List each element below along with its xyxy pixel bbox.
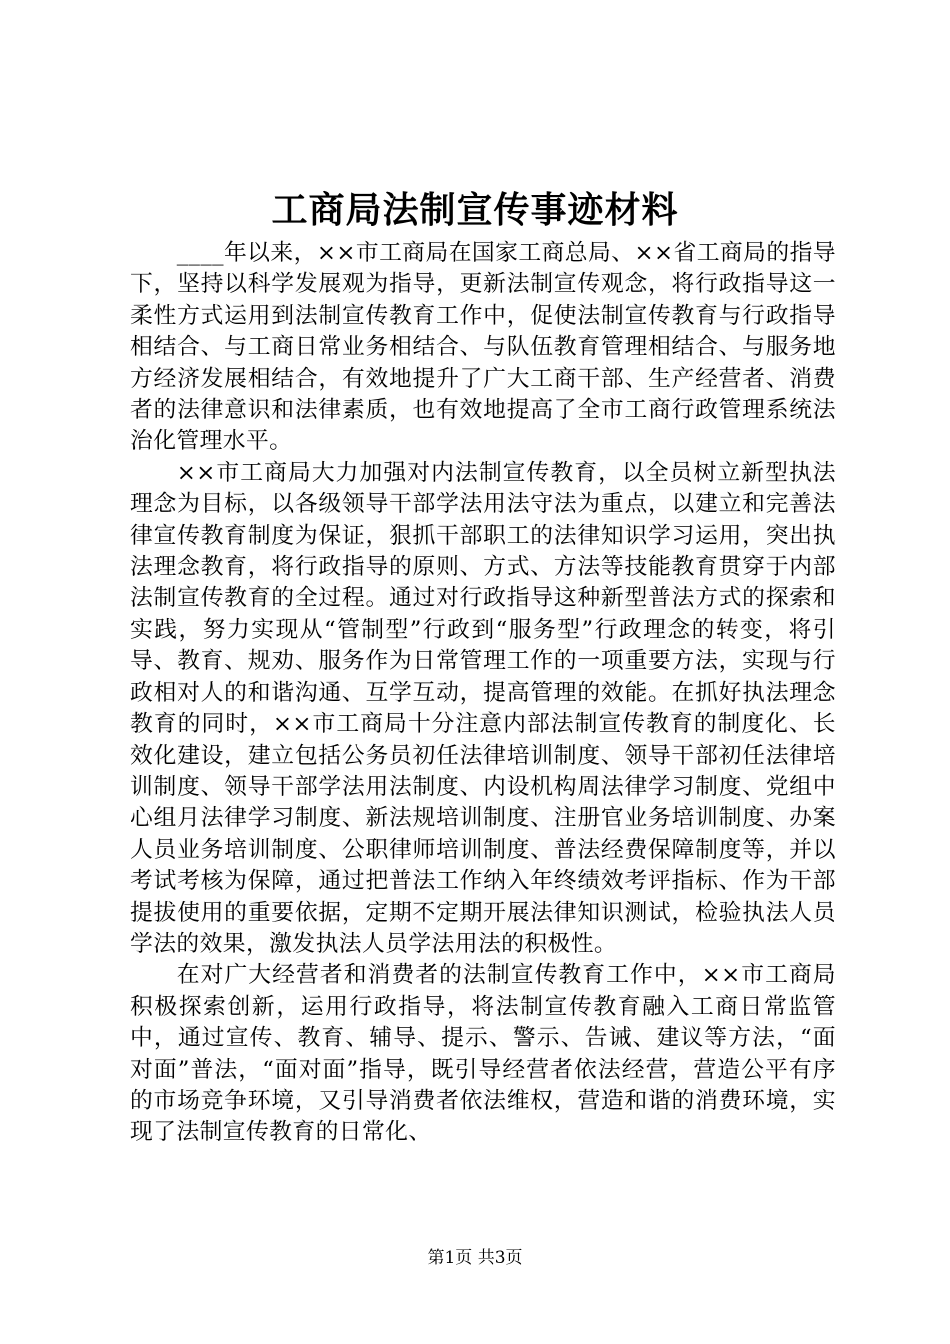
paragraph-1: ____年以来，××市工商局在国家工商总局、××省工商局的指导下，坚持以科学发展观为指导，更新法制宣传观念，将行政指导这一柔性方式运用到法制宣传教育工作中，促使法制宣传教育与行政指导相结合、与工商日常业务相结合、与队伍教育管理相结合、与服务地方经济发展相结合，有效地提升了广大工商干部、生产经营者、消费者的法律意识和法律素质，也有效地提高了全市工商行政管理系统法治化管理水平。: [130, 240, 836, 455]
paragraph-2: ××市工商局大力加强对内法制宣传教育，以全员树立新型执法理念为目标，以各级领导干部学法用法守法为重点，以建立和完善法律宣传教育制度为保证，狠抓干部职工的法律知识学习运用，突出执法理念教育，将行政指导的原则、方式、方法等技能教育贯穿于内部法制宣传教育的全过程。通过对行政指导这种新型普法方式的探索和实践，努力实现从“管制型”行政到“服务型”行政理念的转变，将引导、教育、规劝、服务作为日常管理工作的一项重要方法，实现与行政相对人的和谐沟通、互学互动，提高管理的效能。在抓好执法理念教育的同时，××市工商局十分注意内部法制宣传教育的制度化、长效化建设，建立包括公务员初任法律培训制度、领导干部初任法律培训制度、领导干部学法用法制度、内设机构周法律学习制度、党组中心组月法律学习制度、新法规培训制度、注册官业务培训制度、办案人员业务培训制度、公职律师培训制度、普法经费保障制度等，并以考试考核为保障，通过把普法工作纳入年终绩效考评指标、作为干部提拔使用的重要依据，定期不定期开展法律知识测试，检验执法人员学法的效果，激发执法人员学法用法的积极性。: [130, 459, 836, 957]
document-body: [130, 238, 836, 1149]
page-number-footer: 第1页 共3页: [427, 1248, 523, 1268]
document-title: 工商局法制宣传事迹材料: [271, 189, 679, 231]
paragraph-3: 在对广大经营者和消费者的法制宣传教育工作中，××市工商局积极探索创新，运用行政指导，将法制宣传教育融入工商日常监管中，通过宣传、教育、辅导、提示、警示、告诫、建议等方法，“面对面”普法，“面对面”指导，既引导经营者依法经营，营造公平有序的市场竞争环境，又引导消费者依法维权，营造和谐的消费环境，实现了法制宣传教育的日常化、: [130, 962, 836, 1146]
